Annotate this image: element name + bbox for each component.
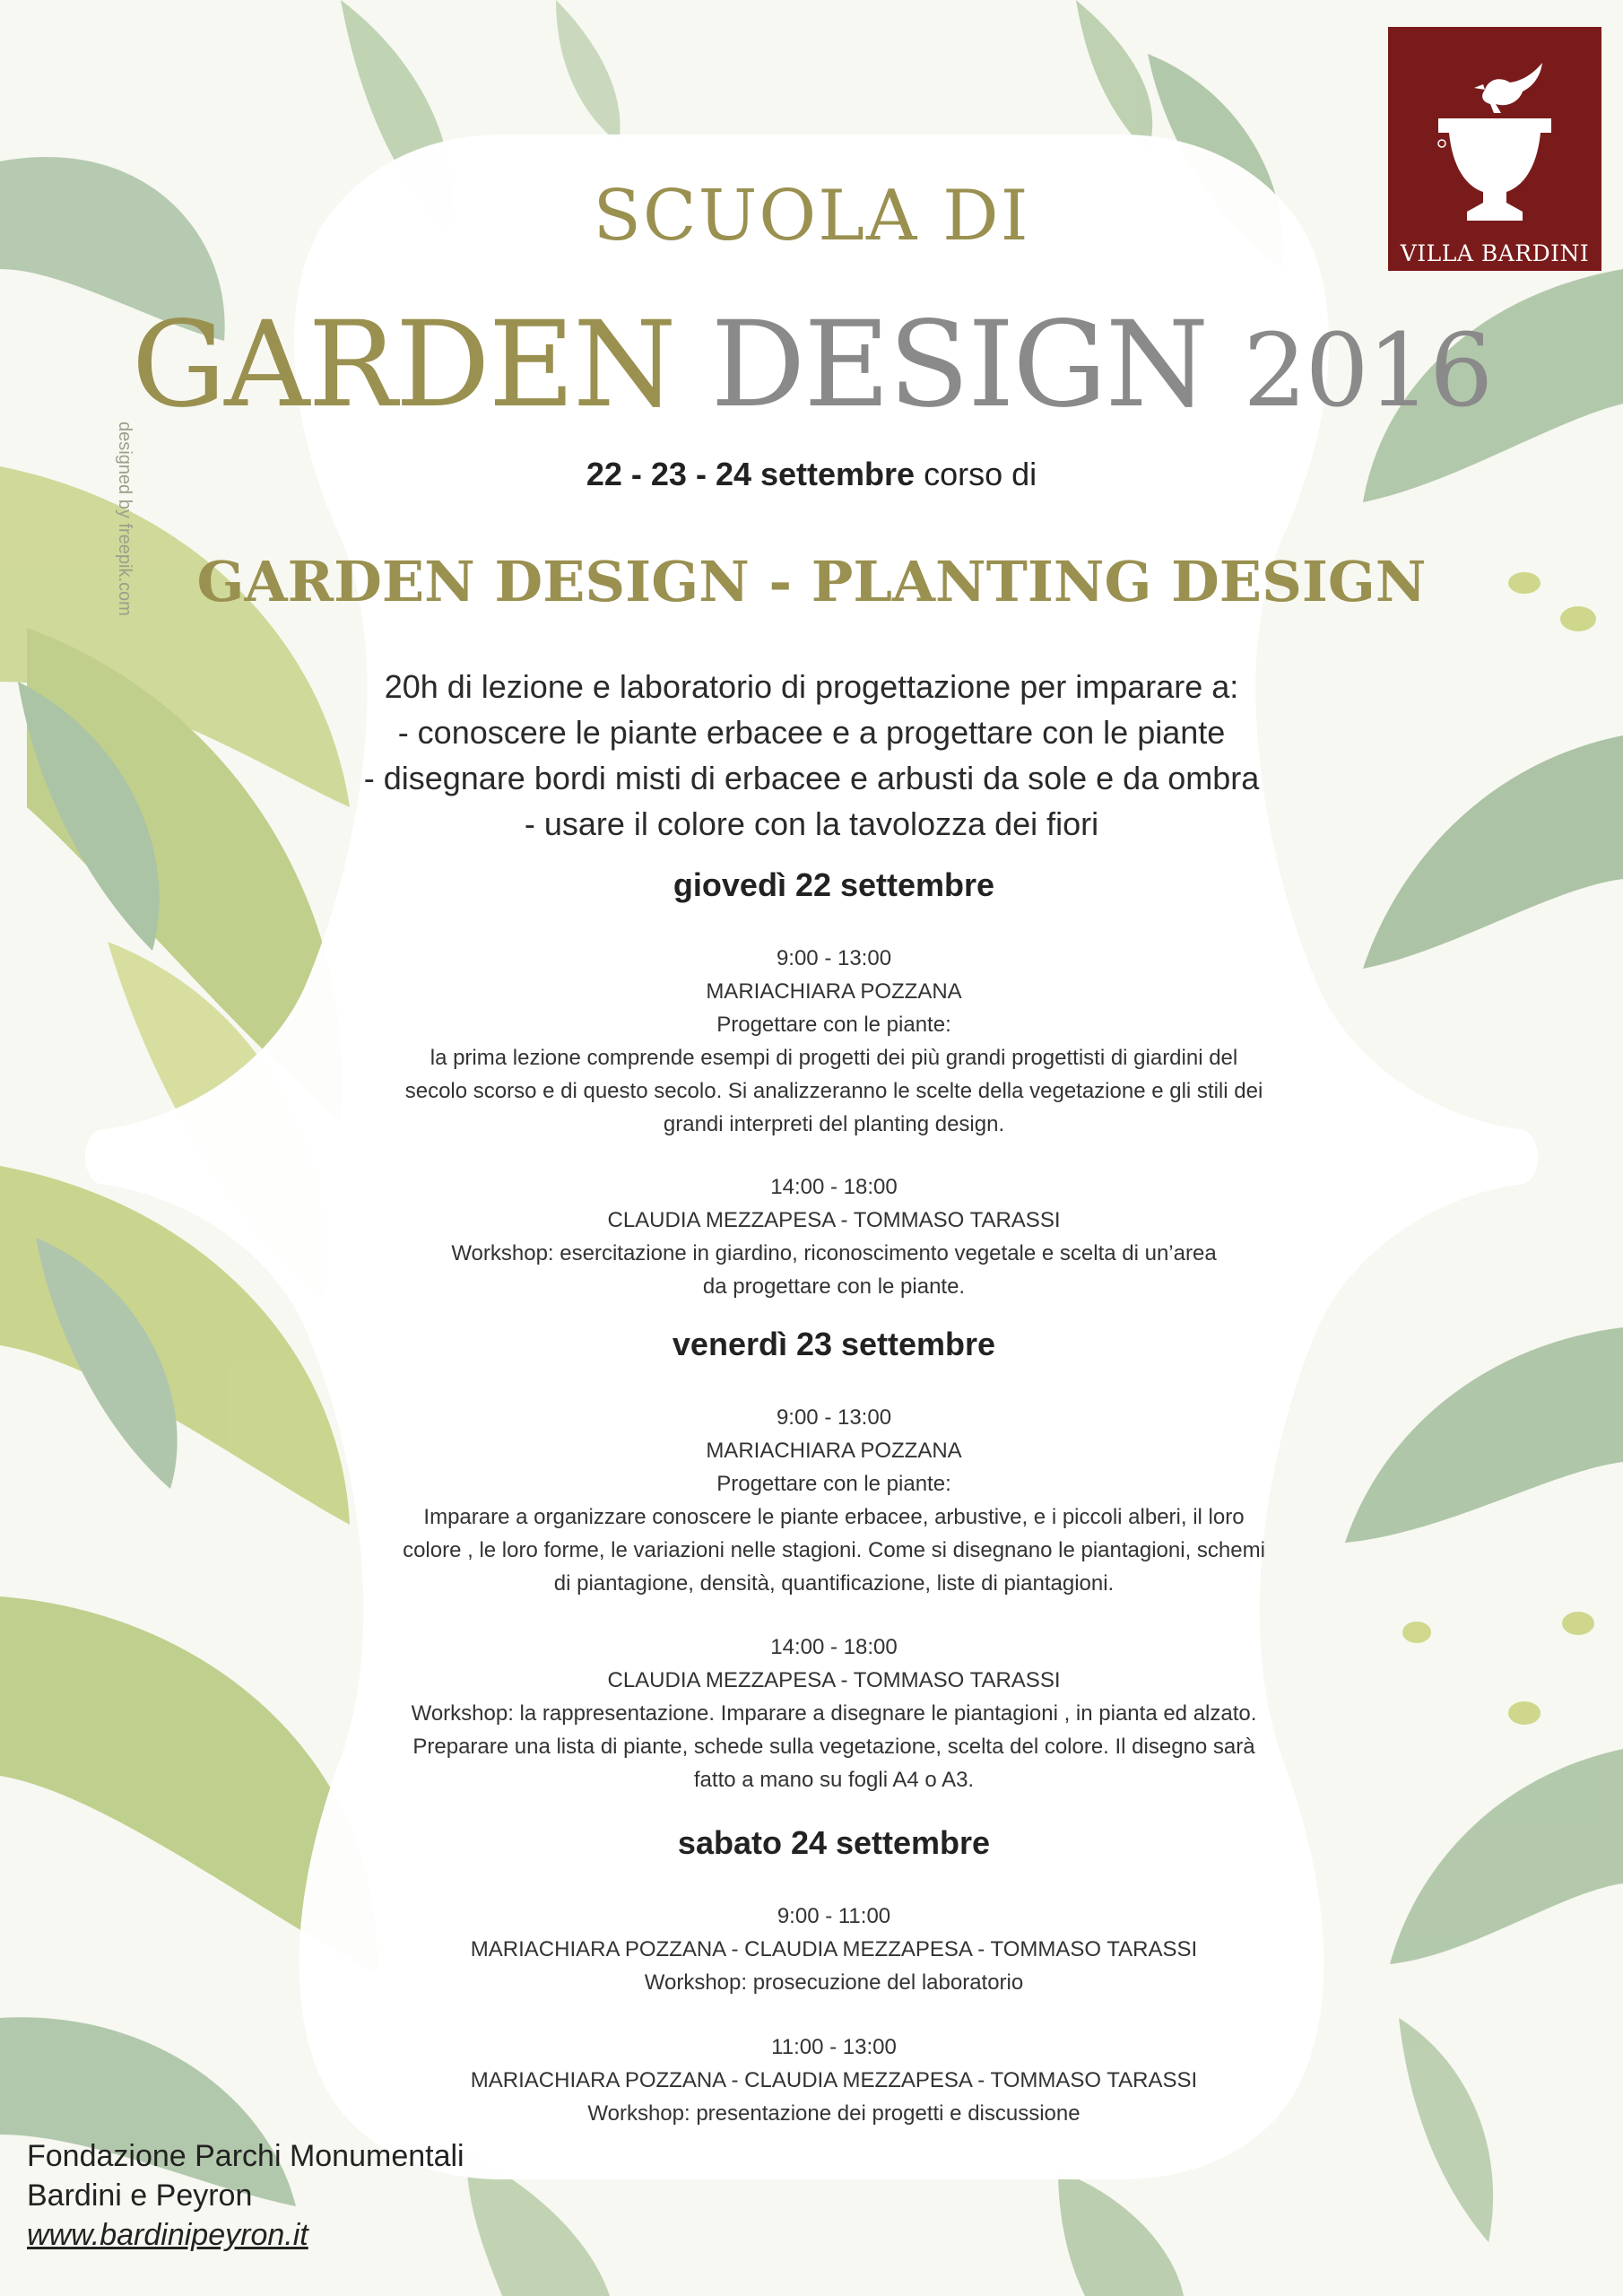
footer-org-line1: Fondazione Parchi Monumentali [27,2139,464,2173]
session-line: 9:00 - 13:00 [776,946,892,970]
session-line: 9:00 - 13:00 [776,1405,892,1430]
session-line: MARIACHIARA POZZANA - CLAUDIA MEZZAPESA - TOMMASO TARASSI [470,1937,1198,1961]
session-line: Workshop: presentazione dei progetti e discussione [587,2101,1081,2126]
session-3-2 [296,2031,1372,2130]
session-line: Workshop: prosecuzione del laboratorio [644,1970,1024,1995]
session-line: 9:00 - 11:00 [777,1904,891,1928]
intro-text [0,664,1623,847]
logo-text: VILLA BARDINI [1400,240,1590,266]
designer-credit: designed by freepik.com [115,422,135,616]
session-1-2 [296,1170,1372,1303]
session-line: Imparare a organizzare conoscere le piante erbacee, arbustive, e i piccoli alberi, il loro [423,1505,1245,1529]
session-line: 11:00 - 13:00 [771,2035,897,2059]
session-line: la prima lezione comprende esempi di progetti dei più grandi progettisti di giardini del [430,1046,1238,1070]
session-line: MARIACHIARA POZZANA [706,1439,962,1463]
session-line: 14:00 - 18:00 [770,1635,898,1659]
day-heading-2: venerdì 23 settembre [672,1326,996,1362]
session-line: Progettare con le piante: [716,1472,951,1496]
session-line: CLAUDIA MEZZAPESA - TOMMASO TARASSI [607,1208,1061,1232]
session-line: colore , le loro forme, le variazioni nelle stagioni. Come si disegnano le piantagioni, schemi [403,1538,1265,1562]
session-line: di piantagione, densità, quantificazione, liste di piantagioni. [553,1571,1115,1596]
session-line: MARIACHIARA POZZANA - CLAUDIA MEZZAPESA - TOMMASO TARASSI [470,2068,1198,2092]
session-line: fatto a mano su fogli A4 o A3. [693,1768,975,1792]
footer-org-line2: Bardini e Peyron [27,2179,253,2213]
session-line: Workshop: esercitazione in giardino, riconoscimento vegetale e scelta di un’area [451,1241,1217,1265]
title-garden: GARDEN [131,296,675,434]
day-heading-1: giovedì 22 settembre [673,866,995,903]
villa-bardini-logo [1388,27,1601,271]
bird-on-urn-icon [1388,27,1601,242]
session-line: Workshop: la rappresentazione. Imparare a disegnare le piantagioni , in pianta ed alzato. [411,1701,1257,1726]
session-line: secolo scorso e di questo secolo. Si analizzeranno le scelte della vegetazione e gli stili dei [404,1079,1263,1103]
session-line: MARIACHIARA POZZANA [706,979,962,1004]
session-line: 14:00 - 18:00 [770,1175,898,1199]
session-2-2 [296,1631,1372,1796]
course-subtitle: GARDEN DESIGN - PLANTING DESIGN [196,549,1427,614]
session-line: da progettare con le piante. [702,1274,966,1299]
title-design: DESIGN [710,296,1208,434]
session-3-1 [296,1900,1372,1999]
session-line: Progettare con le piante: [716,1013,951,1037]
title-year: 2016 [1243,313,1492,430]
dates-bold: 22 - 23 - 24 settembre [586,456,916,492]
footer [27,2136,464,2255]
header-scuola: SCUOLA DI [593,176,1030,257]
session-line: grandi interpreti del planting design. [663,1112,1005,1136]
session-line: CLAUDIA MEZZAPESA - TOMMASO TARASSI [607,1668,1061,1692]
intro-line: - disegnare bordi misti di erbacee e arbusti da sole e da ombra [363,760,1260,796]
course-dates [0,456,1623,493]
page-title [0,298,1623,439]
intro-line: - conoscere le piante erbacee e a progettare con le piante [397,714,1226,751]
session-2-1 [296,1401,1372,1600]
intro-line: 20h di lezione e laboratorio di progettazione per imparare a: [384,668,1239,705]
intro-line: - usare il colore con la tavolozza dei fiori [524,805,1099,842]
website-link[interactable]: www.bardinipeyron.it [27,2218,308,2252]
session-line: Preparare una lista di piante, schede sulla vegetazione, scelta del colore. Il disegno sarà [412,1735,1255,1759]
day-heading-3: sabato 24 settembre [677,1824,991,1861]
session-1-1 [296,942,1372,1141]
dates-rest: corso di [915,456,1037,492]
